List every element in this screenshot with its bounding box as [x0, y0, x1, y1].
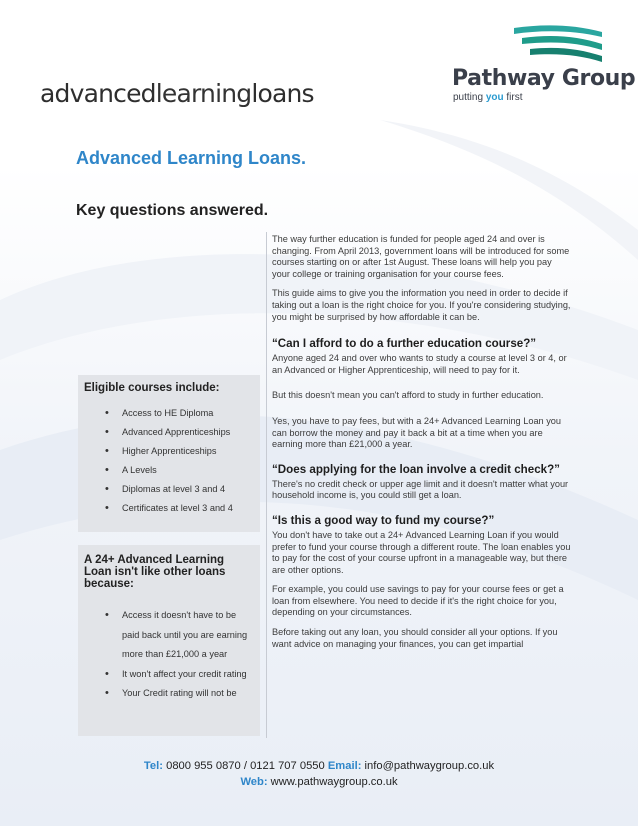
- tel-label: Tel:: [143, 760, 163, 772]
- list-item: • Advanced Apprenticeships: [78, 427, 260, 446]
- section-heading: “Can I afford to do a further education course?”: [272, 337, 537, 351]
- pathway-group-name: Pathway Group: [452, 66, 636, 91]
- section-paragraph: There's no credit check or upper age limit and it doesn't matter what your household income is, you could still get a loan.: [272, 478, 569, 501]
- section-heading: “Is this a good way to fund my course?”: [272, 513, 495, 527]
- list-item: • Certificates at level 3 and 4: [78, 503, 260, 522]
- eligible-courses-box: [78, 375, 260, 532]
- intro-paragraph: The way further education is funded for people aged 24 and over is changing. From April 2013, government loans will be introduced for some courses starting on or after 1st August. These loans will help you pay your college or training organisation for your course fees.: [272, 234, 570, 279]
- eligible-courses-list: [78, 394, 260, 522]
- list-item: • Your Credit rating will not be: [78, 684, 260, 704]
- section-heading: “Does applying for the loan involve a credit check?”: [272, 462, 560, 476]
- document-subtitle: Key questions answered.: [76, 202, 269, 219]
- list-item: • Higher Apprenticeships: [78, 446, 260, 465]
- list-item: • It won't affect your credit rating: [78, 665, 260, 685]
- list-item: • Access to HE Diploma: [78, 408, 260, 427]
- eligible-courses-heading: Eligible courses include:: [84, 382, 220, 394]
- section-paragraph: But this doesn't mean you can't afford to study in further education.: [272, 390, 544, 401]
- unlike-other-loans-list: [78, 590, 260, 704]
- email-label: Email:: [327, 760, 362, 772]
- main-text-column: [272, 234, 572, 658]
- section-paragraph: Yes, you have to pay fees, but with a 24+ Advanced Learning Loan you can borrow the money and pay it back a bit at a time when you are earning more than £21,000 a year.: [272, 415, 562, 450]
- list-item: • A Levels: [78, 465, 260, 484]
- pathway-wave-logo-icon: [512, 22, 604, 66]
- section-paragraph: Before taking out any loan, you should consider all your options. If you want advice on managing your finances, you can get impartial: [272, 627, 558, 649]
- section-paragraph: You don't have to take out a 24+ Advanced Learning Loan if you would prefer to fund your course through a different route. The loan enables you to pay for the cost of your course upfront in a manageable way, but there are other options.: [272, 529, 571, 575]
- footer-web: [0, 776, 638, 788]
- column-divider: [266, 232, 267, 738]
- footer-contact: [0, 760, 638, 772]
- web-label: Web:: [240, 776, 268, 788]
- list-item: • Access it doesn't have to be paid back until you are earning more than £21,000 a year: [78, 606, 260, 665]
- list-item: • Diplomas at level 3 and 4: [78, 484, 260, 503]
- web-value[interactable]: www.pathwaygroup.co.uk: [267, 776, 398, 788]
- pathway-tagline: putting you first: [453, 92, 523, 103]
- tel-value: 0800 955 0870 / 0121 707 0550: [162, 760, 328, 772]
- advanced-learning-loans-logo: advancedlearningloans: [40, 79, 314, 108]
- intro-paragraph: This guide aims to give you the information you need in order to decide if taking out a loan is the right choice for you. If you're considering studying, you might be surprised by how affordable it can be.: [272, 288, 571, 322]
- unlike-other-loans-heading: A 24+ Advanced Learning Loan isn't like other loans because:: [84, 554, 226, 590]
- section-paragraph: Anyone aged 24 and over who wants to study a course at level 3 or 4, or an Advanced or Higher Apprenticeship, will need to pay for it.: [272, 353, 567, 375]
- email-value[interactable]: info@pathwaygroup.co.uk: [361, 760, 495, 772]
- section-paragraph: For example, you could use savings to pay for your course fees or get a loan from elsewhere. You need to decide if it's the right choice for you, depending on your circumstances.: [272, 584, 564, 618]
- document-title: Advanced Learning Loans.: [76, 148, 307, 168]
- unlike-other-loans-box: [78, 545, 260, 736]
